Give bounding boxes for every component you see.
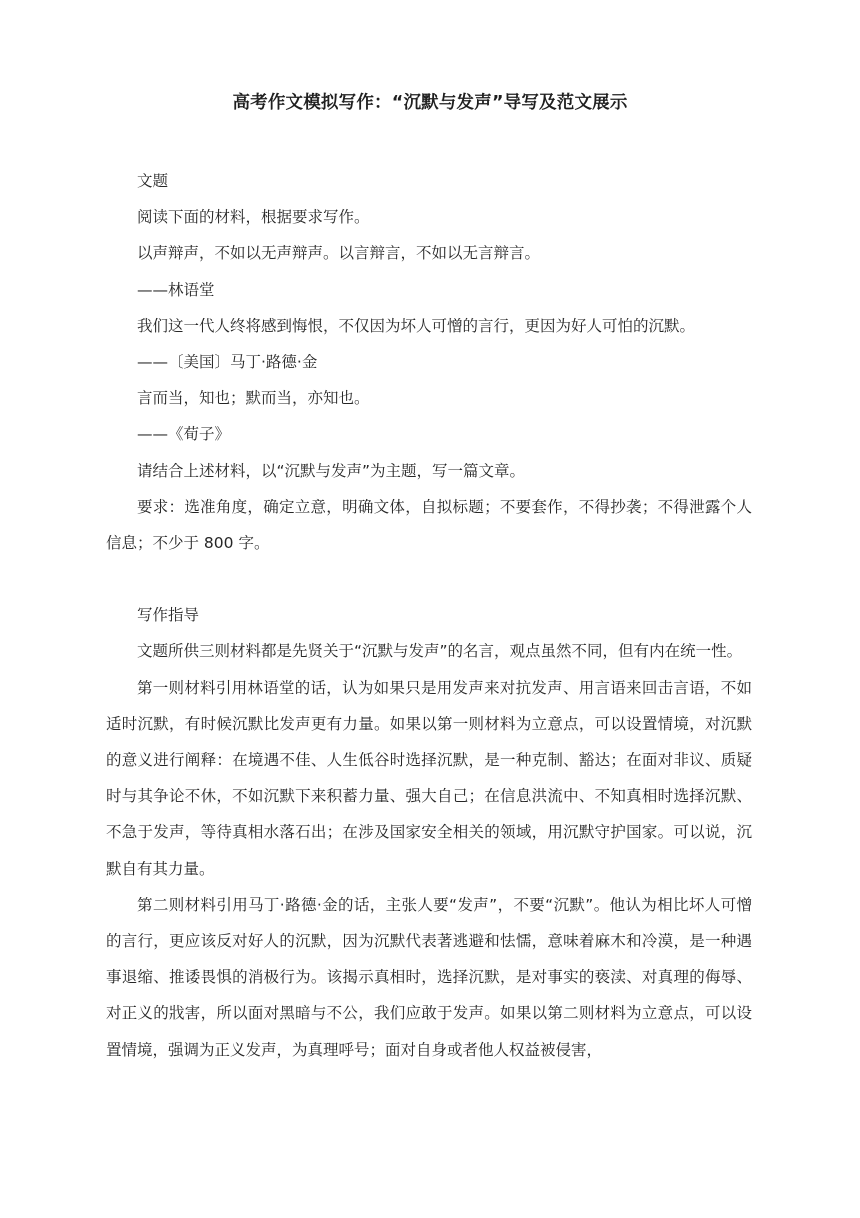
quote-source-linyutang: ——林语堂 [137,280,215,299]
document-title: 高考作文模拟写作：“沉默与发声”导写及范文展示 [232,93,628,113]
quote-mlk: 我们这一代人终将感到悔恨，不仅因为坏人可憎的言行，更因为好人可怕的沉默。 [137,316,696,335]
writing-task: 请结合上述材料，以“沉默与发声”为主题，写一篇文章。 [137,461,526,480]
prompt-heading: 文题 [137,172,169,190]
quote-source-xunzi: ——《荀子》 [137,425,231,444]
guidance-paragraph-1: 文题所供三则材料都是先贤关于“沉默与发声”的名言，观点虽然不同，但有内在统一性。 [137,642,743,661]
quote-xunzi: 言而当，知也；默而当，亦知也。 [137,389,370,408]
prompt-instruction: 阅读下面的材料，根据要求写作。 [137,208,370,227]
document-body [106,163,752,1068]
guidance-paragraph-3: 第二则材料引用马丁·路德·金的话，主张人要“发声”，不要“沉默”。他认为相比坏人可憎的言行，更应该反对好人的沉默，因为沉默代表著逃避和怯懦，意味着麻木和冷漠，是一种遇事退缩、推诿畏惧的消极行为。该揭示真相时，选择沉默，是对事实的亵渎、对真理的侮辱、对正义的戕害，所以面对黑暗与不公，我们应敢于发声。如果以第二则材料为立意点，可以设置情境，强调为正义发声，为真理呼号；面对自身或者他人权益被侵害， [106,895,752,1059]
quote-source-mlk: ——〔美国〕马丁·路德·金 [137,353,318,372]
quote-linyutang: 以声辩声，不如以无声辩声。以言辩言，不如以无言辩言。 [137,244,541,263]
writing-requirements: 要求：选准角度，确定立意，明确文体，自拟标题；不要套作，不得抄袭；不得泄露个人信息；不少于 800 字。 [106,497,752,553]
section-spacer [106,561,752,597]
guidance-heading: 写作指导 [137,606,200,625]
guidance-paragraph-2: 第一则材料引用林语堂的话，认为如果只是用发声来对抗发声、用言语来回击言语，不如适时沉默，有时候沉默比发声更有力量。如果以第一则材料为立意点，可以设置情境，对沉默的意义进行阐释：在境遇不佳、人生低谷时选择沉默，是一种克制、豁达；在面对非议、质疑时与其争论不休，不如沉默下来积蓄力量、强大自己；在信息洪流中、不知真相时选择沉默、不急于发声，等待真相水落石出；在涉及国家安全相关的领域，用沉默守护国家。可以说，沉默自有其力量。 [106,678,752,878]
